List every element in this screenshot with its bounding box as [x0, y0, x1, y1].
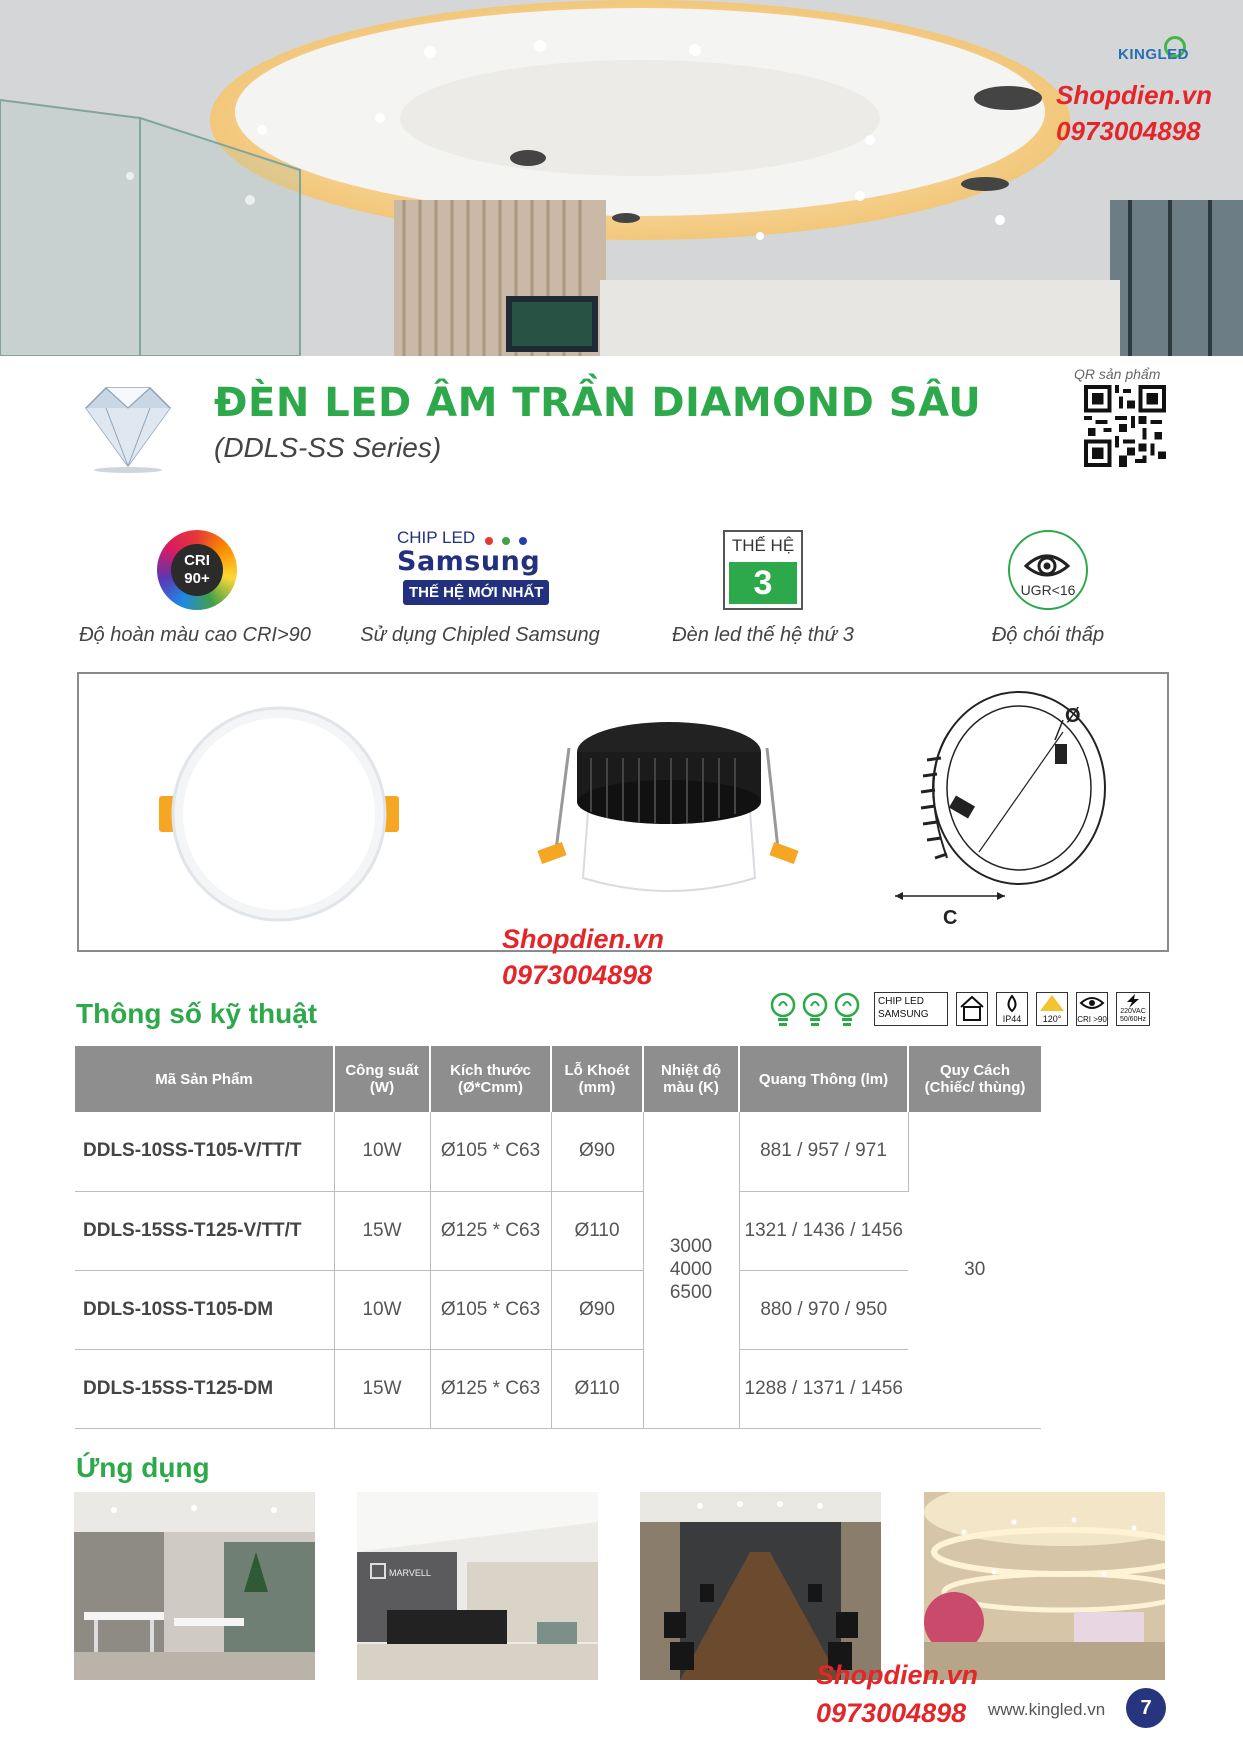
- indoor-house-icon: [956, 992, 988, 1026]
- table-row: [75, 1349, 1041, 1428]
- chip-line2: Samsung: [397, 546, 541, 577]
- cri-eye-icon: [1076, 992, 1108, 1026]
- application-photo-cafe: [74, 1492, 315, 1680]
- ip44-label: IP44: [1002, 1014, 1022, 1024]
- column-header: Nhiệt độ màu (K): [643, 1046, 739, 1112]
- column-header: Công suất (W): [334, 1046, 430, 1112]
- column-header: Lỗ Khoét (mm): [551, 1046, 643, 1112]
- beam-angle-icon: [1036, 992, 1068, 1026]
- chip-line1: CHIP LED: [397, 528, 476, 547]
- size-cell: Ø105 * C63: [430, 1112, 551, 1191]
- column-header: Quang Thông (lm): [739, 1046, 908, 1112]
- feature-caption: Sử dụng Chipled Samsung: [360, 624, 600, 646]
- applications-heading: Ứng dụng: [76, 1452, 210, 1483]
- product-code-cell: DDLS-15SS-T125-DM: [75, 1349, 334, 1428]
- product-side-view: [519, 708, 819, 908]
- feature-generation: [628, 528, 898, 648]
- eye-icon: [1008, 530, 1088, 610]
- product-front-view: [149, 698, 409, 928]
- ugr-label: UGR<16: [1020, 582, 1076, 598]
- table-header-row: [75, 1046, 1041, 1112]
- watermark-phone: 0973004898: [502, 960, 653, 990]
- generation-label: THẾ HỆ: [731, 536, 795, 555]
- diameter-label: Ø: [1065, 705, 1081, 727]
- cri-icon: [157, 530, 237, 610]
- marvell-sign-text: MARVELL: [389, 1568, 431, 1578]
- hero-banner: [0, 0, 1243, 356]
- table-row: [75, 1191, 1041, 1270]
- ip44-icon: [996, 992, 1028, 1026]
- column-header: Mã Sản Phẩm: [75, 1046, 334, 1112]
- kingled-logo-text: KINGLED: [1118, 46, 1189, 63]
- watermark-site: Shopdien.vn: [1056, 80, 1212, 110]
- cutout-cell: Ø110: [551, 1191, 643, 1270]
- qr-code[interactable]: [1084, 385, 1166, 467]
- color-temp-value: 3000: [669, 1236, 713, 1258]
- lumen-cell: 1288 / 1371 / 1456: [739, 1349, 908, 1428]
- product-dimension-diagram: [879, 688, 1169, 938]
- chip-line3: THẾ HỆ MỚI NHẤT: [403, 580, 549, 605]
- product-code-cell: DDLS-10SS-T105-V/TT/T: [75, 1112, 334, 1191]
- ceiling-illustration: [0, 0, 1243, 356]
- size-cell: Ø125 * C63: [430, 1191, 551, 1270]
- size-cell: Ø105 * C63: [430, 1270, 551, 1349]
- generation-icon: [723, 530, 803, 610]
- cutout-cell: Ø90: [551, 1270, 643, 1349]
- website-link[interactable]: www.kingled.vn: [988, 1700, 1106, 1719]
- lumen-cell: 881 / 957 / 971: [739, 1112, 908, 1191]
- column-header: Quy Cách (Chiếc/ thùng): [908, 1046, 1041, 1112]
- product-image-frame: [77, 672, 1169, 952]
- watermark-phone: 0973004898: [1056, 116, 1201, 146]
- application-photo-lobby: [357, 1492, 598, 1680]
- product-title: ĐÈN LED ÂM TRẦN DIAMOND SÂU: [214, 380, 982, 426]
- height-label: C: [943, 907, 958, 929]
- watermark-phone: 0973004898: [816, 1698, 967, 1728]
- watermark-site: Shopdien.vn: [816, 1660, 978, 1690]
- page-number: 7: [1126, 1688, 1166, 1728]
- cri-eye-label: CRI >90: [1077, 1015, 1107, 1024]
- lumen-cell: 880 / 970 / 950: [739, 1270, 908, 1349]
- application-photo-mall: [924, 1492, 1165, 1680]
- color-temp-value: 4000: [669, 1259, 713, 1281]
- eco-bulb-icon: [802, 992, 828, 1028]
- product-code-cell: DDLS-10SS-T105-DM: [75, 1270, 334, 1349]
- spec-icon-strip: [770, 990, 1170, 1030]
- cutout-cell: Ø110: [551, 1349, 643, 1428]
- chip-samsung-label: CHIP LED SAMSUNG: [878, 996, 929, 1020]
- beam-angle-label: 120°: [1042, 1014, 1062, 1024]
- size-cell: Ø125 * C63: [430, 1349, 551, 1428]
- power-cell: 15W: [334, 1349, 430, 1428]
- product-code-cell: DDLS-15SS-T125-V/TT/T: [75, 1191, 334, 1270]
- eco-bulb-icon: [770, 992, 796, 1028]
- kingled-logo: [1118, 36, 1208, 70]
- cutout-cell: Ø90: [551, 1112, 643, 1191]
- power-cell: 15W: [334, 1191, 430, 1270]
- power-label: 220VAC 50/60Hz: [1119, 1008, 1147, 1023]
- feature-samsung-chip: [345, 528, 615, 648]
- feature-caption: Độ chói thấp: [991, 624, 1105, 646]
- feature-caption: Độ hoàn màu cao CRI>90: [79, 624, 311, 646]
- generation-number: 3: [729, 562, 797, 604]
- power-bolt-icon: [1116, 992, 1150, 1026]
- specs-heading: Thông số kỹ thuật: [76, 998, 318, 1029]
- feature-ugr: [913, 528, 1183, 648]
- power-cell: 10W: [334, 1112, 430, 1191]
- eco-bulb-icon: [834, 992, 860, 1028]
- product-series: (DDLS-SS Series): [214, 432, 442, 463]
- watermark-site: Shopdien.vn: [502, 924, 664, 954]
- qr-label: QR sản phẩm: [1074, 366, 1161, 382]
- chip-samsung-icon: [874, 992, 948, 1026]
- power-cell: 10W: [334, 1270, 430, 1349]
- feature-caption: Đèn led thế hệ thứ 3: [672, 624, 854, 646]
- table-row: [75, 1270, 1041, 1349]
- lumen-cell: 1321 / 1436 / 1456: [739, 1191, 908, 1270]
- diamond-icon: [72, 378, 184, 474]
- packing-cell: 30: [908, 1112, 1041, 1428]
- application-photo-meeting-room: [640, 1492, 881, 1680]
- feature-cri: [60, 528, 330, 648]
- color-temp-cell: [643, 1112, 739, 1428]
- column-header: Kích thước (Ø*Cmm): [430, 1046, 551, 1112]
- samsung-chip-icon: [397, 528, 567, 608]
- specs-table: [75, 1046, 1041, 1429]
- cri-badge: CRI 90+: [171, 544, 223, 596]
- color-temp-value: 6500: [669, 1282, 713, 1304]
- table-row: [75, 1112, 1041, 1191]
